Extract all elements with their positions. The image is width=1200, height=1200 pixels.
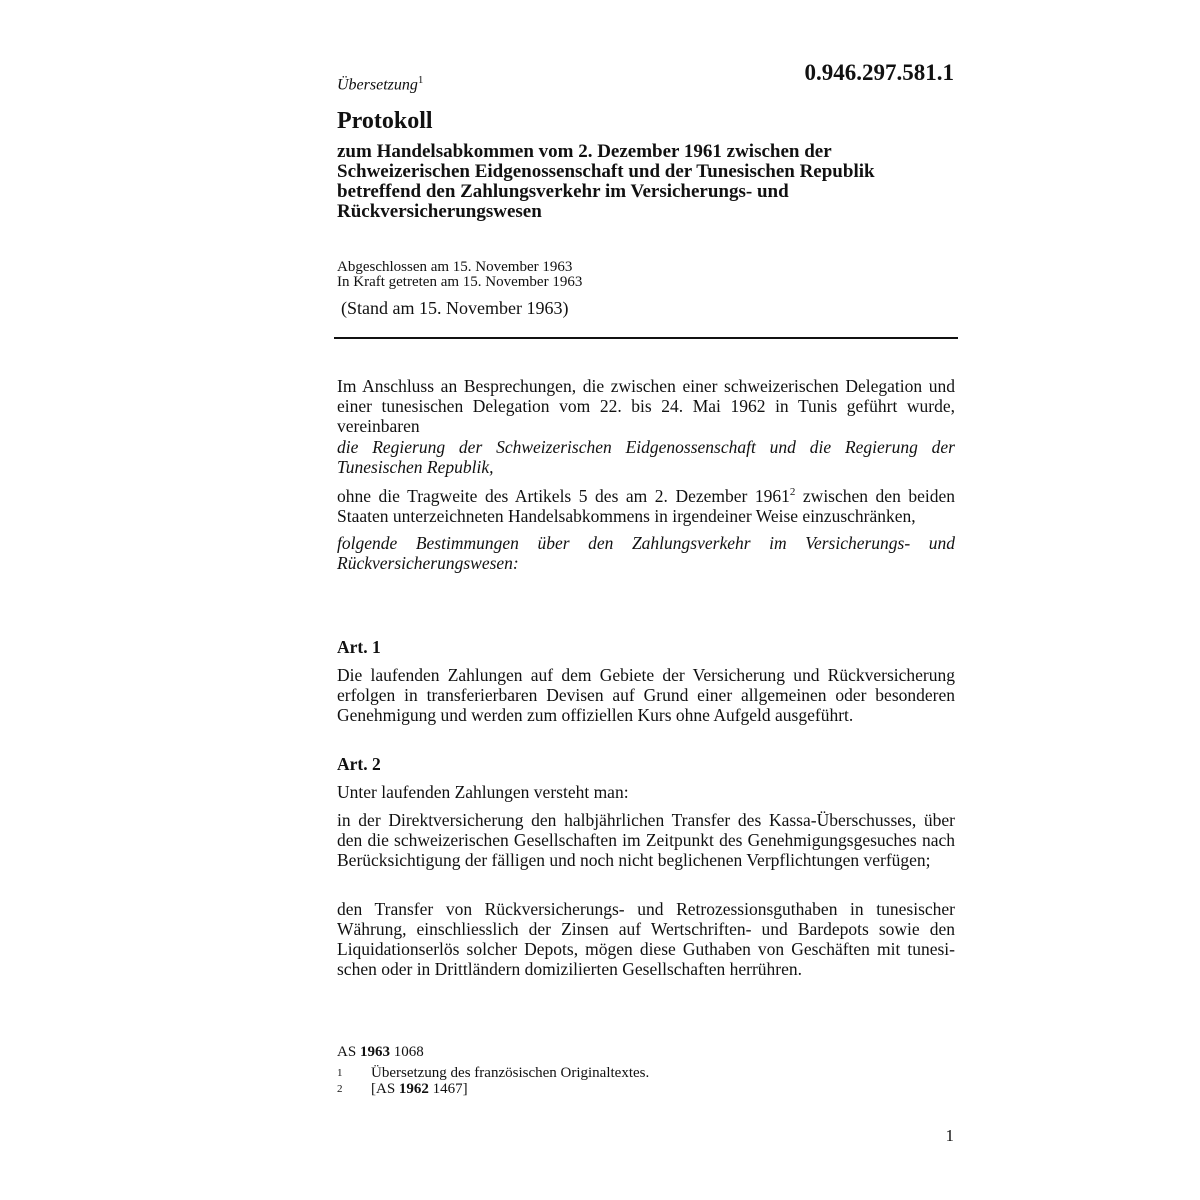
concluded-date: Abgeschlossen am 15. November 1963 xyxy=(337,259,573,275)
preamble-parties: die Regierung der Schweizerischen Eidgenossenschaft und die Regierung der Tunesischen Republik, xyxy=(337,437,955,477)
status-date: (Stand am 15. November 1963) xyxy=(341,298,569,318)
article-1-heading: Art. 1 xyxy=(337,637,381,657)
sr-number: 0.946.297.581.1 xyxy=(804,60,954,85)
conclusion-dates xyxy=(337,260,582,290)
subtitle-line: betreffend den Zahlungsverkehr im Versicherungs- und xyxy=(337,181,789,202)
article-2-paragraph: Unter laufenden Zahlungen versteht man: xyxy=(337,782,629,802)
subtitle-line: Rückversicherungswesen xyxy=(337,201,542,222)
footnote-2: 2 [AS 1962 1467] xyxy=(337,1081,468,1097)
article-2-heading: Art. 2 xyxy=(337,754,381,774)
page-number: 1 xyxy=(945,1126,954,1145)
in-force-date: In Kraft getreten am 15. November 1963 xyxy=(337,274,583,290)
footnote-ref-2: 2 xyxy=(789,486,796,499)
document-subtitle xyxy=(337,142,957,222)
subtitle-line: Schweizerischen Eidgenossenschaft und der Tunesischen Republik xyxy=(337,161,875,182)
document-title: Protokoll xyxy=(337,108,433,134)
footnote-ref-1: 1 xyxy=(417,74,424,86)
preamble-paragraph-3: folgende Bestimmungen über den Zahlungsverkehr im Versicherungs- und Rückversicherungswesen: xyxy=(337,533,955,573)
translation-label: Übersetzung$^1$ xyxy=(337,74,424,94)
preamble-paragraph-1: Im Anschluss an Besprechungen, die zwischen einer schweizerischen Delegation und einer tunesischen Delegation vom 22. bis 24. Mai 1962 in Tunis geführt wurde, vereinbaren xyxy=(337,376,955,436)
article-1-paragraph: Die laufenden Zahlungen auf dem Gebiete der Versicherung und Rückversicherung erfolgen in transferierbaren Devisen auf Grund einer allgemeinen oder besonderen Genehmigung und werden zum offiziellen Kurs ohne Aufgeld ausgeführt. xyxy=(337,665,955,725)
article-2-paragraph: in der Direktversicherung den halbjährlichen Transfer des Kassa-Überschusses, über den die schweizerischen Gesellschaften im Zeitpunkt des Genehmigungsgesuches nach Berücksichtigung der fälligen und noch nicht beglichenen Verpflichtungen verfügen; xyxy=(337,810,955,870)
header-divider xyxy=(334,337,958,339)
preamble-paragraph-2: ohne die Tragweite des Artikels 5 des am 2. Dezember 1961$^2$ zwischen den beiden Staaten unterzeichneten Handelsabkommens in irgendeiner Weise einzuschränken, xyxy=(337,486,955,526)
footnote-1: 1 Übersetzung des französischen Originaltextes. xyxy=(337,1065,650,1081)
subtitle-line: zum Handelsabkommen vom 2. Dezember 1961 zwischen der xyxy=(337,141,832,162)
official-compilation-ref: AS 1963 1068 xyxy=(337,1044,424,1060)
article-2-paragraph: den Transfer von Rückversicherungs- und Retrozessionsguthaben in tunesischer Währung, einschliesslich der Zinsen auf Wertschriften- und Bardepots sowie den Liquidationserlös solcher Depots, mögen diese Guthaben von Geschäften mit tunesi-schen oder in Drittländern domizilierten Gesellschaften herrühren. xyxy=(337,899,955,979)
